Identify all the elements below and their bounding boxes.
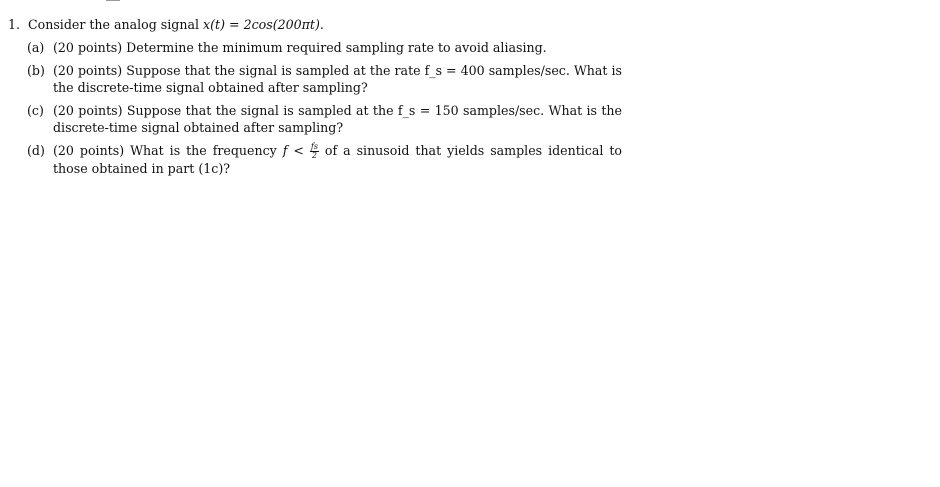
- signal-expression: x(t) = 2cos(200πt).: [203, 17, 324, 32]
- part-text-after: of a sinusoid that yields samples identical to those obtained in part (1c)?: [53, 143, 623, 176]
- part-c: [27, 102, 622, 136]
- frequency-inequality: f <: [282, 143, 304, 158]
- part-text: [53, 142, 622, 177]
- part-b: [27, 62, 622, 96]
- page-edge-mark: [106, 0, 120, 2]
- problem-parts: [27, 39, 622, 177]
- part-text: (20 points) Suppose that the signal is sampled at the f_s = 150 samples/sec. What is the discrete-time signal obtained after sampling?: [53, 103, 622, 135]
- part-text: (20 points) Determine the minimum required sampling rate to avoid aliasing.: [53, 40, 547, 55]
- problem-1: [8, 16, 648, 183]
- part-d: [27, 142, 622, 177]
- fraction-denominator: 2: [311, 151, 317, 160]
- part-label: (d): [27, 143, 45, 158]
- half-sampling-rate-fraction: [310, 143, 319, 160]
- problem-header: [8, 16, 648, 33]
- part-label: (b): [27, 63, 45, 78]
- problem-intro: Consider the analog signal: [28, 17, 200, 32]
- part-text: (20 points) Suppose that the signal is sampled at the rate f_s = 400 samples/sec. What is the discrete-time signal obtained after sampling?: [53, 63, 622, 95]
- fraction-numerator: fs: [310, 142, 318, 151]
- part-text-before: (20 points) What is the frequency: [53, 143, 277, 158]
- part-label: (c): [27, 103, 44, 118]
- part-label: (a): [27, 40, 45, 55]
- part-a: [27, 39, 622, 56]
- problem-number: 1.: [8, 17, 21, 32]
